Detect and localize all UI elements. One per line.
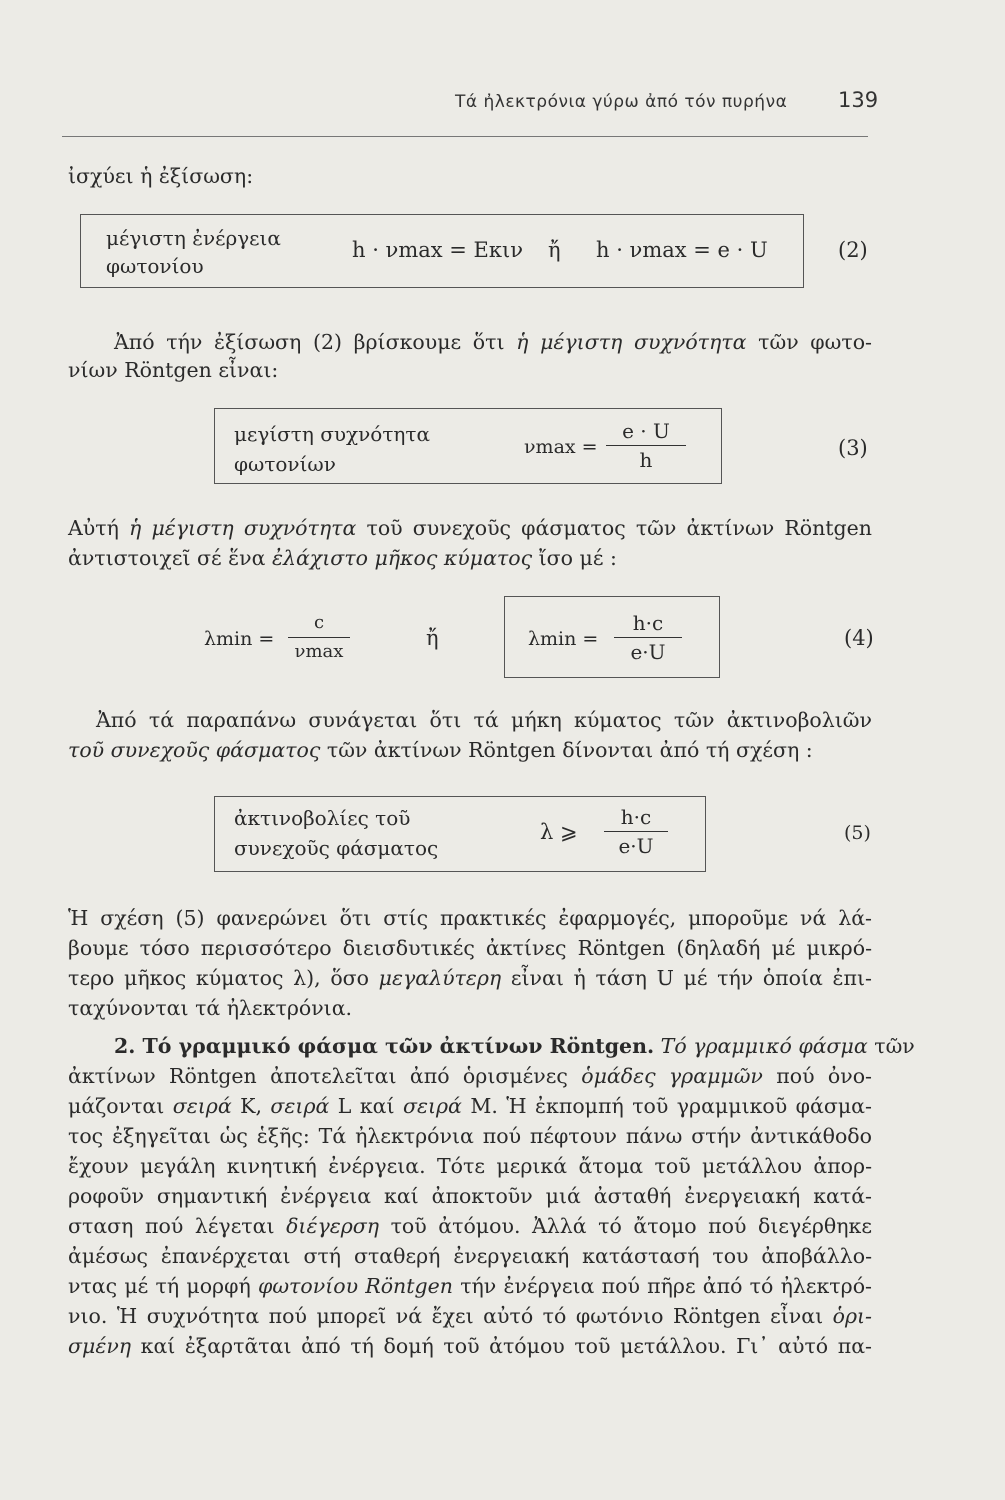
section2-line9: ντας μέ τή μορφή φωτονίου Röntgen τήν ἐνέργεια πού πῆρε ἀπό τό ἠλεκτρό-: [68, 1274, 872, 1298]
section2-line11: σμένη καί ἐξαρτᾶται ἀπό τή δομή τοῦ ἀτόμου τοῦ μετάλλου. Γι᾽ αὐτό πα-: [68, 1334, 872, 1358]
para-c-line1: Ἀπό τά παραπάνω συνάγεται ὅτι τά μήκη κύματος τῶν ἀκτινοβολιῶν: [96, 708, 872, 732]
eq4-fraction-2: [614, 610, 682, 665]
eq4-numerator-1: c: [313, 612, 325, 633]
eq4-denominator-2: e·U: [630, 640, 666, 664]
eq4-denominator-1: νmax: [294, 641, 344, 662]
para-a-line2: νίων Röntgen εἶναι:: [68, 358, 279, 382]
para-b-line2: ἀντιστοιχεῖ σέ ἕνα ἐλάχιστο μῆκος κύματος ἴσο μέ :: [68, 546, 617, 570]
eq5-fraction: [604, 804, 668, 859]
eq4-fraction-bar-1: [288, 637, 350, 638]
eq4-or: ἤ: [426, 626, 439, 650]
section2-line2: ἀκτίνων Röntgen ἀποτελεῖται ἀπό ὁρισμένες ὁμάδες γραμμῶν πού ὀνο-: [68, 1064, 872, 1088]
eq5-fraction-bar: [604, 831, 668, 832]
eq5-label-line1: ἀκτινοβολίες τοῦ: [234, 806, 411, 830]
eq2-formula-voltage: h · νmax = e · U: [596, 238, 768, 262]
section2-line10: νιο. Ἡ συχνότητα πού μπορεῖ νά ἔχει αὐτό τό φωτόνιο Röntgen εἶναι ὁρι-: [68, 1304, 872, 1328]
section2-line5: ἔχουν μεγάλη κινητική ἐνέργεια. Τότε μερικά ἄτομα τοῦ μετάλλου ἀπορ-: [68, 1154, 872, 1178]
eq3-fraction: [606, 418, 686, 473]
section2-line8: ἀμέσως ἐπανέρχεται στή σταθερή ἐνεργειακή κατάστασή του ἀποβάλλο-: [68, 1244, 872, 1268]
eq4-lhs-2: λmin =: [528, 628, 599, 650]
eq3-label-line2: φωτονίων: [234, 452, 336, 476]
eq4-fraction-bar-2: [614, 637, 682, 638]
para-d-line2: βουμε τόσο περισσότερο διεισδυτικές ἀκτίνες Röntgen (δηλαδή μέ μικρό-: [68, 936, 872, 960]
eq2-label-line1: μέγιστη ἐνέργεια: [106, 226, 281, 250]
header-rule: [62, 136, 868, 137]
section2-line6: ροφοῦν σημαντική ἐνέργεια καί ἀποκτοῦν μιά ἀσταθή ἐνεργειακή κατά-: [68, 1184, 872, 1208]
para-d-line4: ταχύνονται τά ἠλεκτρόνια.: [68, 996, 353, 1020]
para-a-line1: Ἀπό τήν ἐξίσωση (2) βρίσκουμε ὅτι ἡ μέγιστη συχνότητα τῶν φωτο-: [114, 330, 872, 354]
eq3-numerator: e · U: [622, 419, 670, 443]
eq5-lhs: λ ⩾: [540, 820, 578, 844]
eq3-fraction-bar: [606, 445, 686, 446]
eq4-lhs-1: λmin =: [204, 628, 275, 650]
section2-line4: τος ἐξηγεῖται ὡς ἑξῆς: Τά ἠλεκτρόνια πού πέφτουν πάνω στήν ἀντικάθοδο: [68, 1124, 872, 1148]
equation-number-2: (2): [838, 238, 868, 262]
eq5-numerator: h·c: [620, 805, 652, 829]
section2-line1: 2. Τό γραμμικό φάσμα τῶν ἀκτίνων Röntgen. Τό γραμμικό φάσμα τῶν: [114, 1034, 915, 1058]
para-d-line3: τερο μῆκος κύματος λ), ὅσο μεγαλύτερη εἶναι ἡ τάση U μέ τήν ὁποία ἐπι-: [68, 966, 872, 990]
para-c-line2: τοῦ συνεχοῦς φάσματος τῶν ἀκτίνων Röntgen δίνονται ἀπό τή σχέση :: [68, 738, 813, 762]
eq3-denominator: h: [639, 448, 653, 472]
running-header-title: Τά ἠλεκτρόνια γύρω ἀπό τόν πυρήνα: [455, 92, 788, 112]
equation-number-5: (5): [844, 822, 871, 844]
eq2-label-line2: φωτονίου: [106, 254, 204, 278]
eq3-label-line1: μεγίστη συχνότητα: [234, 422, 430, 446]
eq4-fraction-1: [288, 610, 350, 665]
equation-number-4: (4): [844, 626, 874, 650]
eq4-numerator-2: h·c: [632, 611, 664, 635]
equation-number-3: (3): [838, 436, 868, 460]
section2-line7: σταση πού λέγεται διέγερση τοῦ ἀτόμου. Ἀλλά τό ἄτομο πού διεγέρθηκε: [68, 1214, 872, 1238]
eq5-label-line2: συνεχοῦς φάσματος: [234, 836, 439, 860]
section2-line3: μάζονται σειρά K, σειρά L καί σειρά M. Ἡ ἐκπομπή τοῦ γραμμικοῦ φάσμα-: [68, 1094, 872, 1118]
eq3-lhs: νmax =: [524, 436, 598, 458]
section2-heading: 2. Τό γραμμικό φάσμα τῶν ἀκτίνων Röntgen.: [114, 1034, 655, 1058]
para-d-line1: Ἡ σχέση (5) φανερώνει ὅτι στίς πρακτικές ἐφαρμογές, μποροῦμε νά λά-: [68, 906, 872, 930]
eq2-or: ἤ: [548, 238, 561, 262]
para-b-line1: Αὐτή ἡ μέγιστη συχνότητα τοῦ συνεχοῦς φάσματος τῶν ἀκτίνων Röntgen: [68, 516, 872, 540]
eq2-formula-kinetic: h · νmax = Eκιν: [352, 238, 523, 262]
page-number: 139: [838, 88, 879, 112]
eq5-denominator: e·U: [618, 834, 654, 858]
intro-line: ἰσχύει ἡ ἐξίσωση:: [68, 164, 254, 188]
